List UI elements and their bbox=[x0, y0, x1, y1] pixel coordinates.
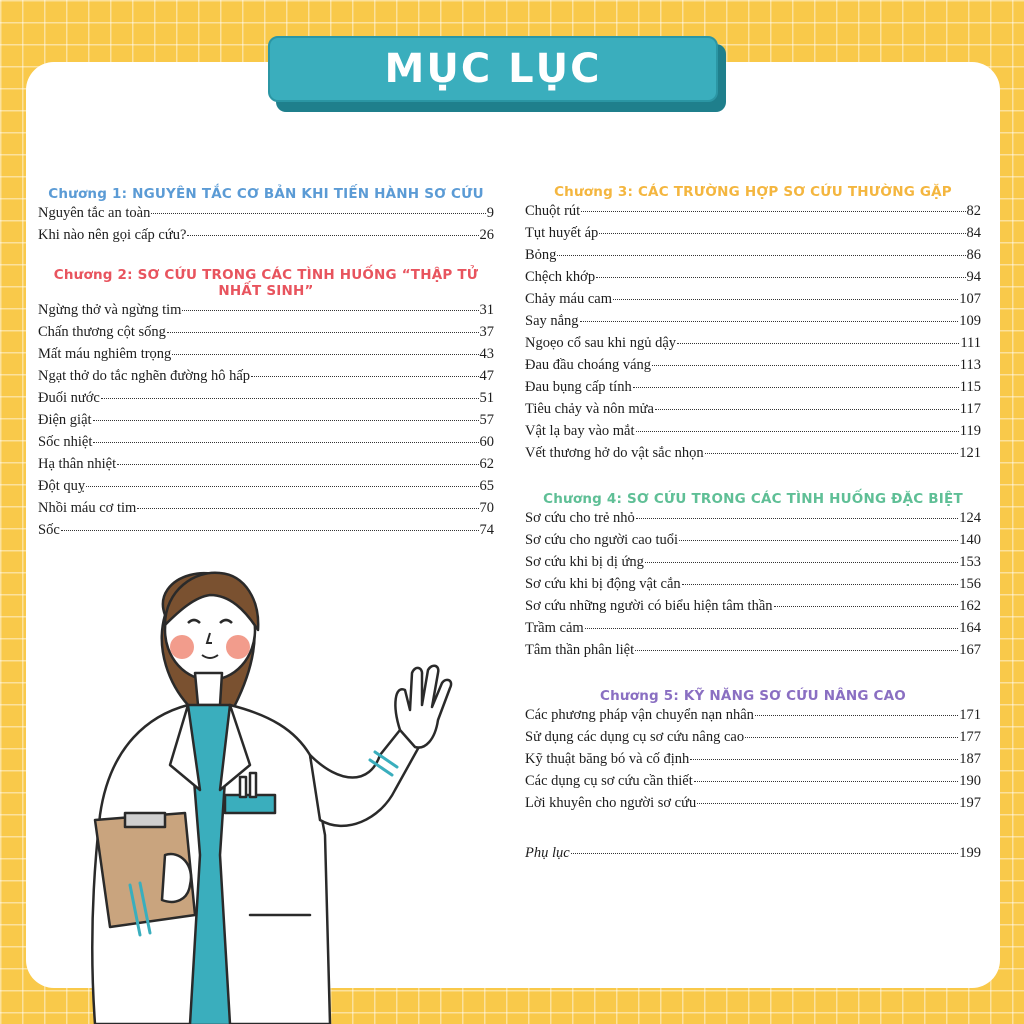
leader-dots bbox=[86, 486, 478, 487]
entry-page: 70 bbox=[479, 500, 494, 516]
leader-dots bbox=[61, 530, 479, 531]
entry-page: 162 bbox=[959, 598, 981, 614]
entry-page: 31 bbox=[479, 302, 494, 318]
entry-page: 62 bbox=[479, 456, 494, 472]
entry-label: Vết thương hở do vật sắc nhọn bbox=[525, 445, 704, 461]
leader-dots bbox=[581, 211, 965, 212]
leader-dots bbox=[187, 235, 478, 236]
entry-page: 26 bbox=[479, 227, 494, 243]
toc-entry[interactable] bbox=[38, 324, 494, 346]
leader-dots bbox=[251, 376, 478, 377]
chapter-2-heading: Chương 2: SƠ CỨU TRONG CÁC TÌNH HUỐNG “THẬP TỬ NHẤT SINH” bbox=[53, 267, 479, 299]
leader-dots bbox=[585, 628, 959, 629]
entry-page: 94 bbox=[966, 269, 981, 285]
leader-dots bbox=[652, 365, 959, 366]
entry-label: Sơ cứu cho người cao tuổi bbox=[525, 532, 679, 548]
toc-entry[interactable] bbox=[525, 291, 981, 313]
entry-label: Sốc bbox=[38, 522, 60, 538]
entry-label: Chệch khớp bbox=[525, 269, 596, 285]
leader-dots bbox=[677, 343, 959, 344]
toc-entry[interactable] bbox=[38, 390, 494, 412]
entry-label: Vật lạ bay vào mắt bbox=[525, 423, 635, 439]
leader-dots bbox=[580, 321, 959, 322]
entry-label: Ngoẹo cổ sau khi ngủ dậy bbox=[525, 335, 677, 351]
leader-dots bbox=[137, 508, 478, 509]
toc-column-left bbox=[38, 186, 494, 544]
toc-entry[interactable] bbox=[525, 751, 981, 773]
toc-entry[interactable] bbox=[525, 203, 981, 225]
toc-entry-appendix[interactable] bbox=[525, 845, 981, 867]
leader-dots bbox=[655, 409, 959, 410]
entry-page: 121 bbox=[959, 445, 981, 461]
entry-label: Đột quỵ bbox=[38, 478, 86, 494]
entry-label: Chuột rút bbox=[525, 203, 581, 219]
leader-dots bbox=[645, 562, 958, 563]
toc-entry[interactable] bbox=[525, 510, 981, 532]
entry-page: 167 bbox=[959, 642, 981, 658]
leader-dots bbox=[167, 332, 479, 333]
entry-label: Trầm cảm bbox=[525, 620, 584, 636]
toc-entry[interactable] bbox=[525, 532, 981, 554]
entry-label: Ngạt thở do tắc nghẽn đường hô hấp bbox=[38, 368, 251, 384]
leader-dots bbox=[151, 213, 485, 214]
entry-label: Sơ cứu khi bị dị ứng bbox=[525, 554, 644, 570]
toc-entry[interactable] bbox=[38, 227, 494, 249]
toc-entry[interactable] bbox=[525, 773, 981, 795]
toc-entry[interactable] bbox=[525, 423, 981, 445]
leader-dots bbox=[694, 781, 959, 782]
entry-page: 199 bbox=[959, 845, 981, 861]
entry-label: Sử dụng các dụng cụ sơ cứu nâng cao bbox=[525, 729, 745, 745]
entry-page: 113 bbox=[959, 357, 981, 373]
chapter-1-heading: Chương 1: NGUYÊN TẮC CƠ BẢN KHI TIẾN HÀNH SƠ CỨU bbox=[48, 186, 484, 202]
entry-page: 156 bbox=[959, 576, 981, 592]
entry-label: Phụ lục bbox=[525, 845, 570, 861]
leader-dots bbox=[705, 453, 959, 454]
entry-label: Hạ thân nhiệt bbox=[38, 456, 117, 472]
toc-entry[interactable] bbox=[525, 642, 981, 664]
entry-page: 51 bbox=[479, 390, 494, 406]
entry-page: 171 bbox=[959, 707, 981, 723]
entry-label: Sơ cứu cho trẻ nhỏ bbox=[525, 510, 635, 526]
leader-dots bbox=[697, 803, 958, 804]
leader-dots bbox=[117, 464, 478, 465]
leader-dots bbox=[93, 420, 479, 421]
entry-page: 111 bbox=[960, 335, 981, 351]
entry-page: 60 bbox=[479, 434, 494, 450]
entry-page: 86 bbox=[966, 247, 981, 263]
leader-dots bbox=[571, 853, 959, 854]
entry-page: 140 bbox=[959, 532, 981, 548]
toc-entry[interactable] bbox=[38, 478, 494, 500]
leader-dots bbox=[635, 650, 958, 651]
doctor-illustration-icon bbox=[70, 555, 470, 1024]
toc-entry[interactable] bbox=[38, 522, 494, 544]
toc-entry[interactable] bbox=[525, 729, 981, 751]
entry-page: 107 bbox=[959, 291, 981, 307]
entry-label: Sơ cứu những người có biểu hiện tâm thần bbox=[525, 598, 773, 614]
toc-entry[interactable] bbox=[525, 269, 981, 291]
entry-page: 43 bbox=[479, 346, 494, 362]
toc-entry[interactable] bbox=[525, 379, 981, 401]
entry-label: Chấn thương cột sống bbox=[38, 324, 166, 340]
entry-page: 190 bbox=[959, 773, 981, 789]
toc-entry[interactable] bbox=[525, 554, 981, 576]
page-title: MỤC LỤC bbox=[384, 46, 602, 92]
toc-entry[interactable] bbox=[38, 368, 494, 390]
toc-entry[interactable] bbox=[525, 445, 981, 467]
entry-page: 37 bbox=[479, 324, 494, 340]
entry-label: Khi nào nên gọi cấp cứu? bbox=[38, 227, 187, 243]
toc-entry[interactable] bbox=[525, 795, 981, 817]
entry-label: Bỏng bbox=[525, 247, 557, 263]
entry-page: 84 bbox=[966, 225, 981, 241]
entry-page: 119 bbox=[959, 423, 981, 439]
entry-page: 177 bbox=[959, 729, 981, 745]
toc-entry[interactable] bbox=[38, 456, 494, 478]
title-banner bbox=[268, 36, 718, 102]
entry-page: 65 bbox=[479, 478, 494, 494]
leader-dots bbox=[557, 255, 965, 256]
leader-dots bbox=[755, 715, 958, 716]
leader-dots bbox=[774, 606, 959, 607]
entry-label: Các phương pháp vận chuyển nạn nhân bbox=[525, 707, 754, 723]
toc-entry[interactable] bbox=[38, 412, 494, 434]
toc-entry[interactable] bbox=[525, 620, 981, 642]
leader-dots bbox=[636, 518, 958, 519]
leader-dots bbox=[633, 387, 959, 388]
chapter-3-heading: Chương 3: CÁC TRƯỜNG HỢP SƠ CỨU THƯỜNG GẶP bbox=[554, 184, 952, 200]
leader-dots bbox=[101, 398, 479, 399]
entry-label: Đau đầu choáng váng bbox=[525, 357, 652, 373]
entry-page: 115 bbox=[959, 379, 981, 395]
entry-page: 47 bbox=[479, 368, 494, 384]
toc-entry[interactable] bbox=[525, 247, 981, 269]
entry-label: Chảy máu cam bbox=[525, 291, 612, 307]
entry-label: Đuối nước bbox=[38, 390, 100, 406]
entry-page: 153 bbox=[959, 554, 981, 570]
entry-label: Tiêu chảy và nôn mửa bbox=[525, 401, 654, 417]
leader-dots bbox=[182, 310, 478, 311]
entry-page: 164 bbox=[959, 620, 981, 636]
entry-page: 187 bbox=[959, 751, 981, 767]
toc-entry[interactable] bbox=[38, 346, 494, 368]
entry-label: Kỹ thuật băng bó và cố định bbox=[525, 751, 690, 767]
toc-entry[interactable] bbox=[38, 500, 494, 522]
entry-label: Lời khuyên cho người sơ cứu bbox=[525, 795, 697, 811]
toc-entry[interactable] bbox=[525, 576, 981, 598]
toc-entry[interactable] bbox=[38, 205, 494, 227]
entry-label: Say nắng bbox=[525, 313, 579, 329]
toc-entry[interactable] bbox=[525, 707, 981, 729]
leader-dots bbox=[745, 737, 958, 738]
leader-dots bbox=[93, 442, 478, 443]
toc-entry[interactable] bbox=[525, 335, 981, 357]
entry-label: Nguyên tắc an toàn bbox=[38, 205, 151, 221]
entry-label: Sơ cứu khi bị động vật cắn bbox=[525, 576, 681, 592]
toc-column-right bbox=[525, 184, 981, 867]
toc-entry[interactable] bbox=[525, 357, 981, 379]
entry-page: 117 bbox=[959, 401, 981, 417]
entry-label: Tâm thần phân liệt bbox=[525, 642, 635, 658]
entry-label: Đau bụng cấp tính bbox=[525, 379, 632, 395]
entry-label: Nhồi máu cơ tim bbox=[38, 500, 137, 516]
entry-page: 109 bbox=[959, 313, 981, 329]
entry-page: 9 bbox=[486, 205, 494, 221]
entry-page: 197 bbox=[959, 795, 981, 811]
entry-page: 74 bbox=[479, 522, 494, 538]
entry-label: Điện giật bbox=[38, 412, 92, 428]
entry-page: 124 bbox=[959, 510, 981, 526]
leader-dots bbox=[636, 431, 959, 432]
leader-dots bbox=[172, 354, 478, 355]
toc-entry[interactable] bbox=[38, 302, 494, 324]
toc-entry[interactable] bbox=[525, 225, 981, 247]
leader-dots bbox=[596, 277, 965, 278]
leader-dots bbox=[682, 584, 959, 585]
toc-entry[interactable] bbox=[525, 401, 981, 423]
chapter-5-heading: Chương 5: KỸ NĂNG SƠ CỨU NÂNG CAO bbox=[600, 688, 906, 704]
toc-entry[interactable] bbox=[525, 598, 981, 620]
entry-label: Sốc nhiệt bbox=[38, 434, 93, 450]
leader-dots bbox=[613, 299, 958, 300]
leader-dots bbox=[679, 540, 958, 541]
entry-label: Mất máu nghiêm trọng bbox=[38, 346, 172, 362]
toc-entry[interactable] bbox=[38, 434, 494, 456]
entry-label: Tụt huyết áp bbox=[525, 225, 599, 241]
leader-dots bbox=[599, 233, 965, 234]
leader-dots bbox=[690, 759, 958, 760]
chapter-4-heading: Chương 4: SƠ CỨU TRONG CÁC TÌNH HUỐNG ĐẶC BIỆT bbox=[543, 491, 963, 507]
entry-label: Các dụng cụ sơ cứu cần thiết bbox=[525, 773, 693, 789]
entry-page: 82 bbox=[966, 203, 981, 219]
toc-entry[interactable] bbox=[525, 313, 981, 335]
entry-page: 57 bbox=[479, 412, 494, 428]
entry-label: Ngừng thở và ngừng tim bbox=[38, 302, 182, 318]
